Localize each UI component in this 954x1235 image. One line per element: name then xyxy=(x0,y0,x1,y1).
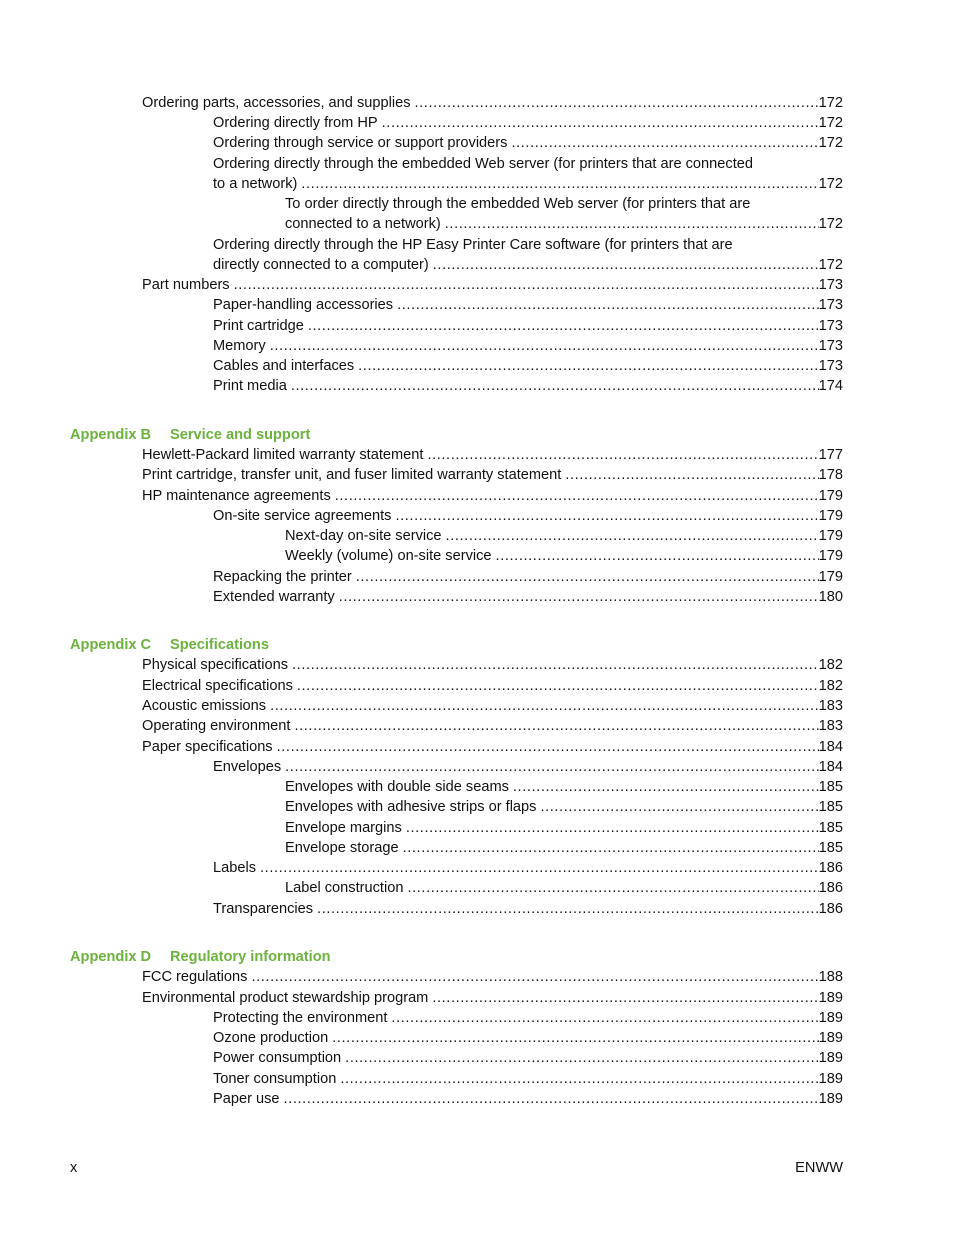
dot-leader xyxy=(565,465,818,485)
dot-leader xyxy=(513,777,819,797)
toc-entry[interactable] xyxy=(142,696,843,716)
toc-entry[interactable] xyxy=(142,93,843,113)
toc-entry-title: Cables and interfaces xyxy=(213,358,355,374)
dot-leader xyxy=(277,737,819,757)
toc-entry[interactable] xyxy=(142,445,843,465)
toc-entry-page: 184 xyxy=(818,739,843,755)
dot-leader xyxy=(340,1069,818,1089)
toc-entry-page: 173 xyxy=(818,297,843,313)
toc-entry[interactable] xyxy=(213,356,843,376)
toc-entry-page: 189 xyxy=(818,1050,843,1066)
dot-leader xyxy=(234,275,819,295)
toc-entry-page: 179 xyxy=(818,569,843,585)
dot-leader xyxy=(332,1028,818,1048)
toc-entry-page: 177 xyxy=(818,447,843,463)
toc-entry-page: 183 xyxy=(818,718,843,734)
toc-entry-title: connected to a network) xyxy=(285,216,441,232)
toc-entry-title: Envelopes with adhesive strips or flaps xyxy=(285,799,537,815)
toc-entry-title: Extended warranty xyxy=(213,589,335,605)
toc-entry[interactable] xyxy=(142,655,843,675)
toc-entry[interactable] xyxy=(213,1069,843,1089)
appendix-label: Appendix D xyxy=(70,949,152,965)
dot-leader xyxy=(496,546,819,566)
toc-entry-page: 189 xyxy=(818,1071,843,1087)
dot-leader xyxy=(407,878,818,898)
toc-entry-page: 186 xyxy=(818,860,843,876)
dot-leader xyxy=(415,93,819,113)
dot-leader xyxy=(433,255,819,275)
toc-entry[interactable] xyxy=(142,716,843,736)
toc-entry-page: 172 xyxy=(818,135,843,151)
toc-entry-page: 173 xyxy=(818,338,843,354)
toc-entry[interactable] xyxy=(213,295,843,315)
toc-entry-title: Label construction xyxy=(285,880,404,896)
dot-leader xyxy=(339,587,819,607)
toc-entry-title: to a network) xyxy=(213,176,298,192)
dot-leader xyxy=(403,838,819,858)
toc-entry-title: Weekly (volume) on-site service xyxy=(285,548,492,564)
toc-entry[interactable] xyxy=(213,316,843,336)
toc-entry-title: Envelope storage xyxy=(285,840,399,856)
appendix-heading[interactable] xyxy=(70,425,310,445)
toc-entry[interactable] xyxy=(213,587,843,607)
toc-entry-title: Paper-handling accessories xyxy=(213,297,394,313)
toc-entry-title: Labels xyxy=(213,860,257,876)
toc-entry-page: 189 xyxy=(818,1091,843,1107)
appendix-label: Appendix C xyxy=(70,637,152,653)
toc-entry-title: Envelopes xyxy=(213,759,282,775)
toc-entry[interactable] xyxy=(213,899,843,919)
toc-entry[interactable] xyxy=(213,154,843,194)
toc-entry-title-line1: Ordering directly through the embedded Web server (for printers that are connected xyxy=(213,156,753,172)
toc-entry-title: Paper specifications xyxy=(142,739,273,755)
toc-entry-page: 172 xyxy=(818,257,843,273)
toc-entry-title: Part numbers xyxy=(142,277,230,293)
dot-leader xyxy=(294,716,818,736)
toc-entry[interactable] xyxy=(285,818,843,838)
toc-entry[interactable] xyxy=(285,546,843,566)
dot-leader xyxy=(345,1048,818,1068)
toc-entry-page: 185 xyxy=(818,840,843,856)
toc-entry-title: Protecting the environment xyxy=(213,1010,388,1026)
toc-entry-title: Memory xyxy=(213,338,266,354)
toc-entry-page: 184 xyxy=(818,759,843,775)
footer-page-number: x xyxy=(70,1160,78,1176)
toc-entry-title: Print media xyxy=(213,378,287,394)
toc-entry[interactable] xyxy=(213,1008,843,1028)
toc-entry[interactable] xyxy=(285,194,843,234)
toc-entry[interactable] xyxy=(142,275,843,295)
toc-entry-page: 188 xyxy=(818,969,843,985)
toc-entry-page: 172 xyxy=(818,176,843,192)
toc-entry-title-line1: To order directly through the embedded Web server (for printers that are xyxy=(285,196,751,212)
dot-leader xyxy=(397,295,819,315)
toc-entry-title: Power consumption xyxy=(213,1050,342,1066)
toc-entry[interactable] xyxy=(213,858,843,878)
toc-entry-page: 179 xyxy=(818,488,843,504)
toc-entry[interactable] xyxy=(213,376,843,396)
toc-entry-title: Print cartridge xyxy=(213,318,304,334)
dot-leader xyxy=(540,797,818,817)
toc-entry-page: 173 xyxy=(818,318,843,334)
appendix-title: Regulatory information xyxy=(170,949,331,965)
toc-entry-title: Acoustic emissions xyxy=(142,698,267,714)
toc-entry-page: 180 xyxy=(818,589,843,605)
toc-entry-page: 186 xyxy=(818,901,843,917)
toc-entry-title: Print cartridge, transfer unit, and fuser limited warranty statement xyxy=(142,467,562,483)
dot-leader xyxy=(356,567,819,587)
toc-entry-title: Hewlett-Packard limited warranty statement xyxy=(142,447,424,463)
toc-entry-title: Next-day on-site service xyxy=(285,528,442,544)
toc-entry[interactable] xyxy=(142,676,843,696)
toc-entry[interactable] xyxy=(213,506,843,526)
toc-entry-title: Repacking the printer xyxy=(213,569,352,585)
toc-entry[interactable] xyxy=(142,988,843,1008)
dot-leader xyxy=(284,1089,819,1109)
dot-leader xyxy=(251,967,818,987)
toc-entry-page: 179 xyxy=(818,508,843,524)
dot-leader xyxy=(291,376,819,396)
dot-leader xyxy=(317,899,819,919)
toc-entry[interactable] xyxy=(213,113,843,133)
toc-entry[interactable] xyxy=(213,336,843,356)
toc-entry-title: Physical specifications xyxy=(142,657,289,673)
toc-entry-title: HP maintenance agreements xyxy=(142,488,331,504)
dot-leader xyxy=(260,858,819,878)
toc-entry-title: FCC regulations xyxy=(142,969,248,985)
dot-leader xyxy=(270,696,819,716)
dot-leader xyxy=(301,174,818,194)
toc-entry-page: 172 xyxy=(818,216,843,232)
toc-entry-title: Electrical specifications xyxy=(142,678,293,694)
dot-leader xyxy=(335,486,819,506)
toc-entry-title: directly connected to a computer) xyxy=(213,257,429,273)
toc-entry[interactable] xyxy=(142,967,843,987)
toc-entry-page: 172 xyxy=(818,115,843,131)
toc-entry-title: Envelope margins xyxy=(285,820,402,836)
dot-leader xyxy=(446,526,819,546)
toc-entry[interactable] xyxy=(285,777,843,797)
dot-leader xyxy=(285,757,818,777)
toc-entry-title: Operating environment xyxy=(142,718,291,734)
toc-entry[interactable] xyxy=(213,133,843,153)
toc-entry-page: 173 xyxy=(818,358,843,374)
toc-entry-page: 179 xyxy=(818,548,843,564)
dot-leader xyxy=(297,676,819,696)
toc-entry[interactable] xyxy=(213,1048,843,1068)
dot-leader xyxy=(382,113,819,133)
toc-entry-page: 173 xyxy=(818,277,843,293)
toc-entry-page: 178 xyxy=(818,467,843,483)
toc-entry-title: Envelopes with double side seams xyxy=(285,779,509,795)
toc-entry[interactable] xyxy=(285,838,843,858)
appendix-title: Service and support xyxy=(170,427,311,443)
toc-entry-title: Environmental product stewardship program xyxy=(142,990,429,1006)
toc-entry[interactable] xyxy=(285,878,843,898)
toc-entry-title: Ozone production xyxy=(213,1030,329,1046)
toc-entry-page: 189 xyxy=(818,1010,843,1026)
toc-entry-title-line1: Ordering directly through the HP Easy Printer Care software (for printers that are xyxy=(213,237,733,253)
appendix-title: Specifications xyxy=(170,637,269,653)
toc-entry-page: 185 xyxy=(818,799,843,815)
toc-entry-title: Transparencies xyxy=(213,901,314,917)
dot-leader xyxy=(270,336,819,356)
toc-entry[interactable] xyxy=(142,737,843,757)
toc-entry-title: Toner consumption xyxy=(213,1071,337,1087)
dot-leader xyxy=(358,356,818,376)
toc-entry[interactable] xyxy=(213,757,843,777)
toc-entry-page: 172 xyxy=(818,95,843,111)
dot-leader xyxy=(391,1008,818,1028)
toc-entry[interactable] xyxy=(285,526,843,546)
toc-entry-title: On-site service agreements xyxy=(213,508,392,524)
dot-leader xyxy=(292,655,819,675)
toc-entry[interactable] xyxy=(213,1028,843,1048)
dot-leader xyxy=(511,133,818,153)
appendix-heading[interactable] xyxy=(70,947,331,967)
toc-entry-page: 189 xyxy=(818,1030,843,1046)
toc-entry[interactable] xyxy=(142,465,843,485)
toc-entry-page: 182 xyxy=(818,657,843,673)
toc-entry-page: 189 xyxy=(818,990,843,1006)
dot-leader xyxy=(432,988,818,1008)
toc-entry[interactable] xyxy=(142,486,843,506)
toc-entry[interactable] xyxy=(285,797,843,817)
toc-entry-title: Ordering parts, accessories, and supplies xyxy=(142,95,411,111)
toc-entry-title: Ordering through service or support providers xyxy=(213,135,508,151)
toc-entry-page: 174 xyxy=(818,378,843,394)
toc-entry-title: Paper use xyxy=(213,1091,280,1107)
toc-entry[interactable] xyxy=(213,235,843,275)
toc-entry-page: 182 xyxy=(818,678,843,694)
dot-leader xyxy=(308,316,819,336)
toc-entry[interactable] xyxy=(213,567,843,587)
appendix-label: Appendix B xyxy=(70,427,152,443)
dot-leader xyxy=(406,818,819,838)
toc-entry-page: 186 xyxy=(818,880,843,896)
dot-leader xyxy=(445,214,819,234)
dot-leader xyxy=(395,506,818,526)
toc-entry-title: Ordering directly from HP xyxy=(213,115,378,131)
toc-entry[interactable] xyxy=(213,1089,843,1109)
footer-code: ENWW xyxy=(795,1160,843,1176)
appendix-heading[interactable] xyxy=(70,635,269,655)
dot-leader xyxy=(427,445,818,465)
toc-entry-page: 185 xyxy=(818,820,843,836)
toc-entry-page: 183 xyxy=(818,698,843,714)
toc-entry-page: 185 xyxy=(818,779,843,795)
toc-entry-page: 179 xyxy=(818,528,843,544)
